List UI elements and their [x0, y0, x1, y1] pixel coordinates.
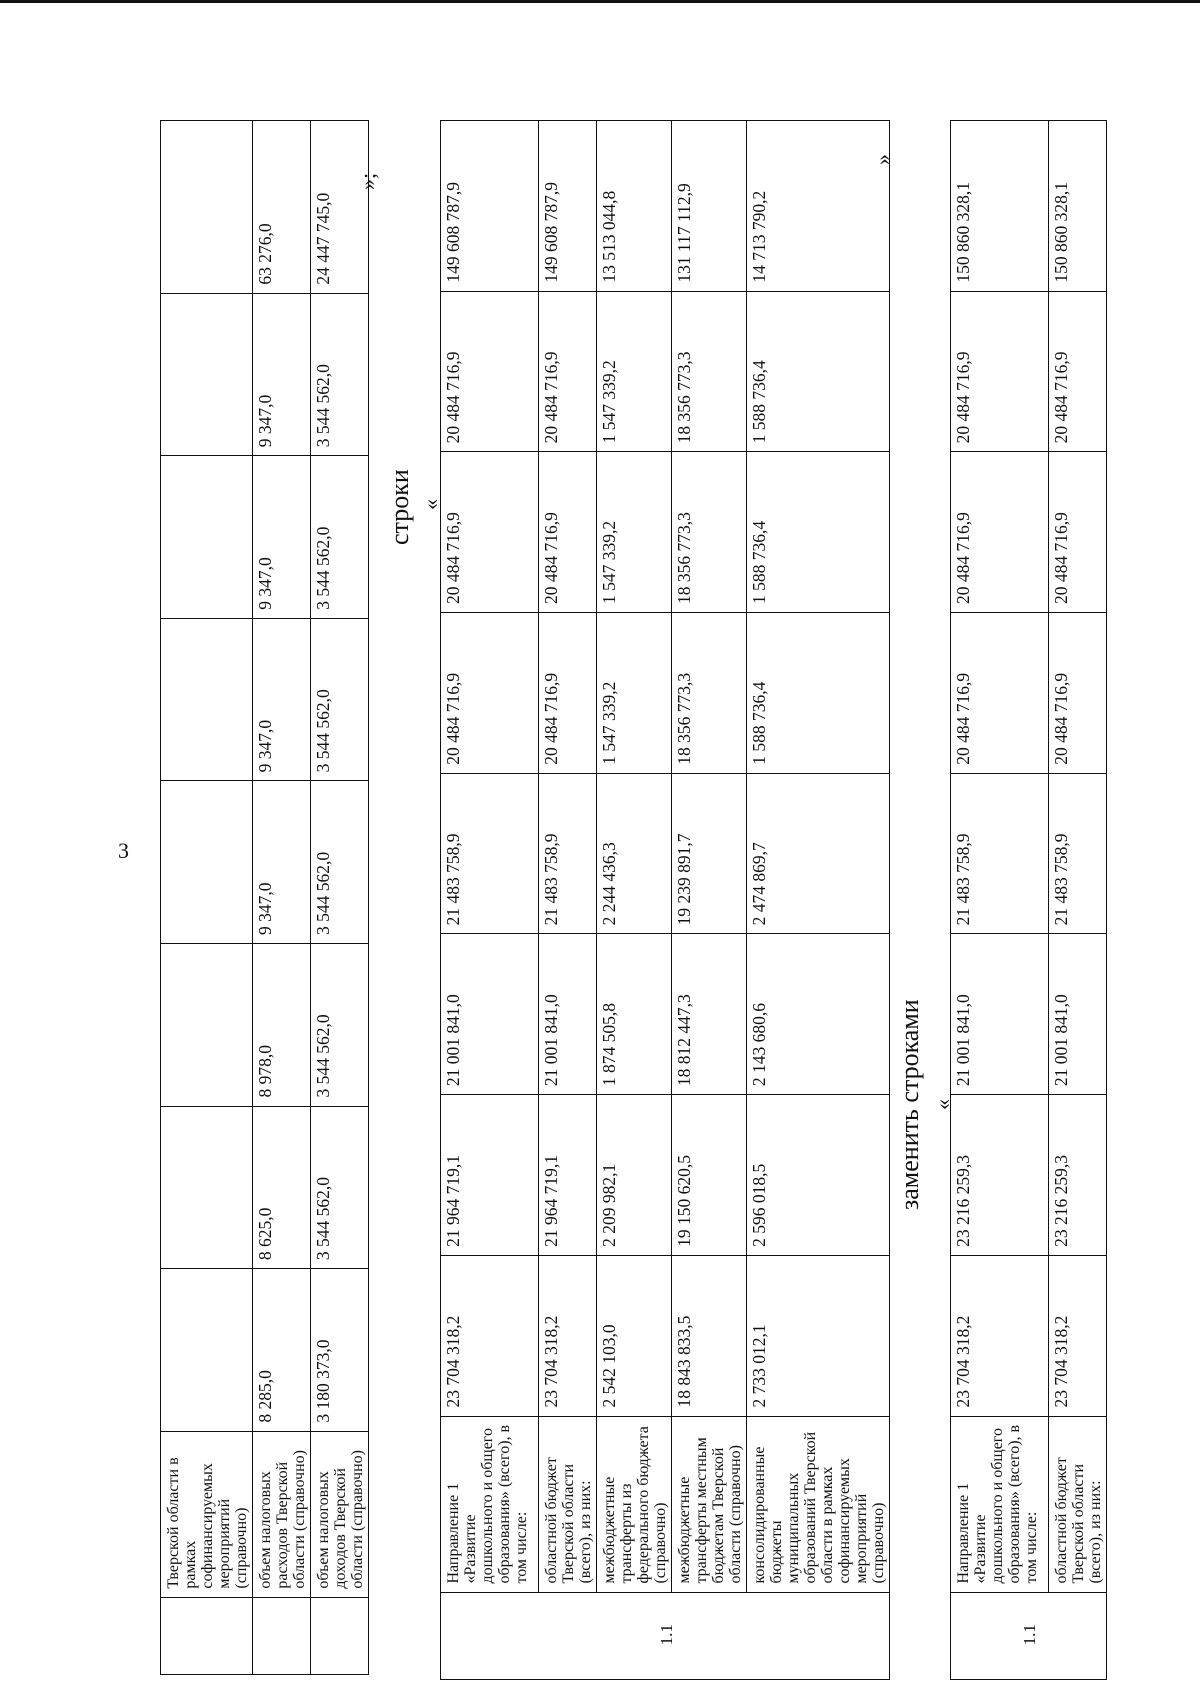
row-name: объем налоговых расходов Тверской области (справочно): [253, 1431, 311, 1597]
value-cell: 20 484 716,9: [1049, 452, 1107, 613]
value-cell: 8 285,0: [253, 1269, 311, 1432]
value-cell: 19 239 891,7: [672, 773, 747, 934]
value-cell: 20 484 716,9: [951, 613, 1049, 774]
value-cell: 3 544 562,0: [311, 456, 369, 619]
table-row: [672, 121, 747, 1680]
value-cell: 20 484 716,9: [1049, 613, 1107, 774]
value-cell: 3 544 562,0: [311, 293, 369, 456]
value-cell: 150 860 328,1: [951, 121, 1049, 292]
value-cell: 24 447 745,0: [311, 121, 369, 294]
index-cell: 1.1: [441, 1592, 890, 1679]
value-cell: 1 588 736,4: [747, 291, 890, 452]
value-cell: 2 596 018,5: [747, 1095, 890, 1256]
value-cell: 21 483 758,9: [539, 773, 597, 934]
row-name: межбюджетные трансферты местным бюджетам Тверской области (справочно): [672, 1416, 747, 1592]
value-cell: 20 484 716,9: [951, 452, 1049, 613]
value-cell: 9 347,0: [253, 456, 311, 619]
value-cell: 23 704 318,2: [539, 1255, 597, 1416]
value-cell: 21 001 841,0: [951, 934, 1049, 1095]
table-row: [161, 121, 253, 1675]
label-replace: заменить строками: [895, 999, 924, 1210]
value-cell: 21 001 841,0: [539, 934, 597, 1095]
value-cell: 23 216 259,3: [1049, 1095, 1107, 1256]
value-cell: [161, 456, 253, 619]
rotated-content: [0, 120, 1150, 1690]
value-cell: 9 347,0: [253, 618, 311, 781]
value-cell: 23 704 318,2: [1049, 1255, 1107, 1416]
value-cell: 1 547 339,2: [597, 291, 672, 452]
value-cell: [161, 1269, 253, 1432]
row-name: Направление 1 «Развитие дошкольного и общего образования» (всего), в том числе:: [441, 1416, 539, 1592]
value-cell: 20 484 716,9: [441, 452, 539, 613]
row-name: Тверской области в рамках софинансируемых мероприятий (справочно): [161, 1431, 253, 1597]
value-cell: 3 544 562,0: [311, 781, 369, 944]
value-cell: 18 356 773,3: [672, 613, 747, 774]
page-number: 3: [118, 838, 129, 863]
value-cell: 20 484 716,9: [1049, 291, 1107, 452]
value-cell: [161, 121, 253, 294]
open-quote-lines: «: [418, 499, 443, 510]
value-cell: 1 547 339,2: [597, 613, 672, 774]
value-cell: 21 964 719,1: [441, 1095, 539, 1256]
value-cell: 2 474 869,7: [747, 773, 890, 934]
page-top-border: [0, 0, 1200, 3]
value-cell: 3 544 562,0: [311, 618, 369, 781]
row-name: объем налоговых доходов Тверской области (справочно): [311, 1431, 369, 1597]
table-row: [597, 121, 672, 1680]
table-row: [747, 121, 890, 1680]
table-row: [441, 121, 539, 1680]
value-cell: 8 625,0: [253, 1106, 311, 1269]
value-cell: 149 608 787,9: [539, 121, 597, 292]
value-cell: 19 150 620,5: [672, 1095, 747, 1256]
value-cell: 21 001 841,0: [441, 934, 539, 1095]
closing-quote-top: »;: [355, 172, 380, 190]
value-cell: 1 874 505,8: [597, 934, 672, 1095]
value-cell: 9 347,0: [253, 781, 311, 944]
label-lines: строки: [385, 469, 414, 545]
row-name: областной бюджет Тверской области (всего), из них:: [539, 1416, 597, 1592]
value-cell: 21 483 758,9: [1049, 773, 1107, 934]
value-cell: [161, 943, 253, 1106]
value-cell: [161, 1106, 253, 1269]
table-row: [1049, 121, 1107, 1680]
value-cell: 1 588 736,4: [747, 452, 890, 613]
value-cell: 8 978,0: [253, 943, 311, 1106]
value-cell: 20 484 716,9: [441, 291, 539, 452]
value-cell: 21 483 758,9: [441, 773, 539, 934]
row-name: областной бюджет Тверской области (всего), из них:: [1049, 1416, 1107, 1592]
value-cell: 2 143 680,6: [747, 934, 890, 1095]
value-cell: 1 588 736,4: [747, 613, 890, 774]
value-cell: 20 484 716,9: [539, 613, 597, 774]
table-row: [951, 121, 1049, 1680]
table-row: [539, 121, 597, 1680]
value-cell: 21 001 841,0: [1049, 934, 1107, 1095]
table-lines: [440, 120, 890, 1680]
value-cell: 23 216 259,3: [951, 1095, 1049, 1256]
value-cell: 3 180 373,0: [311, 1269, 369, 1432]
value-cell: 14 713 790,2: [747, 121, 890, 292]
value-cell: 1 547 339,2: [597, 452, 672, 613]
value-cell: 18 812 447,3: [672, 934, 747, 1095]
value-cell: 13 513 044,8: [597, 121, 672, 292]
value-cell: 3 544 562,0: [311, 1106, 369, 1269]
value-cell: 20 484 716,9: [951, 291, 1049, 452]
value-cell: [161, 781, 253, 944]
value-cell: 21 964 719,1: [539, 1095, 597, 1256]
value-cell: 21 483 758,9: [951, 773, 1049, 934]
closing-quote-mid: »: [870, 154, 895, 165]
value-cell: 9 347,0: [253, 293, 311, 456]
value-cell: 150 860 328,1: [1049, 121, 1107, 292]
table-row: [253, 121, 311, 1675]
index-cell: [161, 1597, 253, 1674]
value-cell: 18 356 773,3: [672, 452, 747, 613]
value-cell: 2 733 012,1: [747, 1255, 890, 1416]
value-cell: 20 484 716,9: [441, 613, 539, 774]
value-cell: 23 704 318,2: [951, 1255, 1049, 1416]
value-cell: 2 209 982,1: [597, 1095, 672, 1256]
value-cell: 2 244 436,3: [597, 773, 672, 934]
value-cell: 149 608 787,9: [441, 121, 539, 292]
value-cell: [161, 618, 253, 781]
table-top: [160, 120, 369, 1675]
value-cell: 23 704 318,2: [441, 1255, 539, 1416]
value-cell: 2 542 103,0: [597, 1255, 672, 1416]
value-cell: 18 356 773,3: [672, 291, 747, 452]
row-name: консолидированные бюджеты муниципальных образований Тверской области в рамках софинансируемых мероприятий (справочно): [747, 1416, 890, 1592]
index-cell: [311, 1597, 369, 1674]
row-name: Направление 1 «Развитие дошкольного и общего образования» (всего), в том числе:: [951, 1416, 1049, 1592]
index-cell: 1.1: [951, 1592, 1107, 1679]
open-quote-replace: «: [930, 1099, 955, 1110]
value-cell: 18 843 833,5: [672, 1255, 747, 1416]
value-cell: [161, 293, 253, 456]
index-cell: [253, 1597, 311, 1674]
value-cell: 3 544 562,0: [311, 943, 369, 1106]
value-cell: 63 276,0: [253, 121, 311, 294]
value-cell: 20 484 716,9: [539, 291, 597, 452]
table-replace: [950, 120, 1107, 1680]
table-row: [311, 121, 369, 1675]
row-name: межбюджетные трансферты из федерального бюджета (справочно): [597, 1416, 672, 1592]
value-cell: 20 484 716,9: [539, 452, 597, 613]
value-cell: 131 117 112,9: [672, 121, 747, 292]
